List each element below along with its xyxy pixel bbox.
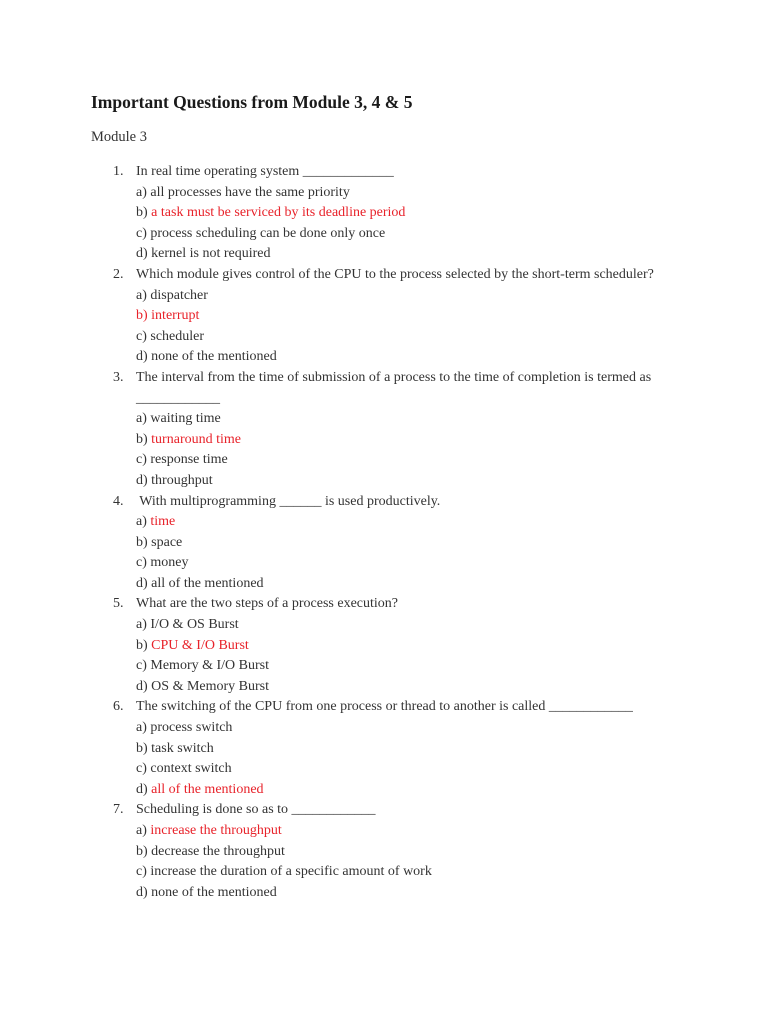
option-c <box>136 224 768 245</box>
option-letter: d) <box>136 472 148 488</box>
option-text: waiting time <box>150 411 221 427</box>
option-letter: a) <box>136 514 147 530</box>
option-letter: b) <box>136 205 148 221</box>
option-text: I/O & OS Burst <box>150 617 239 633</box>
option-b <box>136 533 768 554</box>
question-text: In real time operating system _____________ <box>136 164 394 179</box>
option-c <box>136 656 768 677</box>
option-letter: a) <box>136 617 147 633</box>
question-number: 4. <box>113 493 124 509</box>
option-a <box>136 183 768 204</box>
option-b <box>136 842 768 863</box>
option-text: response time <box>150 452 228 468</box>
option-b <box>136 636 768 657</box>
option-a <box>136 718 768 739</box>
option-text: context switch <box>150 761 232 777</box>
question-item <box>0 492 768 595</box>
question-number: 7. <box>113 802 124 818</box>
option-text: kernel is not required <box>151 246 271 262</box>
option-letter: b) <box>136 637 148 653</box>
option-letter: b) <box>136 740 148 756</box>
option-text: none of the mentioned <box>151 349 277 365</box>
question-text: Scheduling is done so as to ____________ <box>136 802 376 818</box>
option-letter: a) <box>136 720 147 736</box>
question-number: 2. <box>113 266 124 282</box>
correct-answer-text: interrupt <box>151 308 200 324</box>
correct-answer-text: CPU & I/O Burst <box>151 637 249 653</box>
option-letter: a) <box>136 184 147 200</box>
option-letter: c) <box>136 225 147 241</box>
option-text: OS & Memory Burst <box>151 678 270 694</box>
question-item <box>0 162 768 265</box>
option-letter: c) <box>136 555 147 571</box>
option-letter: c) <box>136 328 147 344</box>
option-letter: b) <box>136 431 148 447</box>
option-letter: d) <box>136 575 148 591</box>
option-text: all processes have the same priority <box>150 184 350 200</box>
correct-answer-text: a task must be serviced by its deadline period <box>151 205 406 221</box>
option-d <box>136 780 768 801</box>
option-a <box>136 615 768 636</box>
option-letter: c) <box>136 658 147 674</box>
question-text: The interval from the time of submission of a process to the time of completion is termed as ____________ <box>136 369 652 406</box>
option-a <box>136 409 768 430</box>
option-c <box>136 862 768 883</box>
question-text: The switching of the CPU from one process or thread to another is called ____________ <box>136 699 633 715</box>
option-text: decrease the throughput <box>151 843 285 859</box>
option-d <box>136 883 768 904</box>
option-text: process scheduling can be done only once <box>150 225 386 241</box>
option-b <box>136 739 768 760</box>
option-b <box>136 430 768 451</box>
question-number: 1. <box>113 164 124 179</box>
option-letter: a) <box>136 411 147 427</box>
option-letter: a) <box>136 287 147 303</box>
question-number: 5. <box>113 596 124 612</box>
correct-answer-text: increase the throughput <box>150 823 282 838</box>
question-item <box>0 368 768 492</box>
module-heading: Module 3 <box>91 129 147 145</box>
option-letter: c) <box>136 761 147 777</box>
option-a <box>136 821 768 842</box>
option-text: Memory & I/O Burst <box>150 658 269 674</box>
option-text: space <box>151 534 183 550</box>
question-item <box>0 594 768 697</box>
option-letter: d) <box>136 349 148 365</box>
option-c <box>136 553 768 574</box>
correct-answer-text: turnaround time <box>151 431 241 447</box>
option-letter: d) <box>136 246 148 262</box>
question-number: 3. <box>113 369 124 385</box>
question-text: Which module gives control of the CPU to the process selected by the short-term scheduler? <box>136 266 654 282</box>
option-c <box>136 450 768 471</box>
correct-answer-text: all of the mentioned <box>151 781 264 797</box>
option-letter: c) <box>136 864 147 880</box>
option-text: throughput <box>151 472 213 488</box>
option-text: all of the mentioned <box>151 575 264 591</box>
option-text: none of the mentioned <box>151 884 277 900</box>
option-text: task switch <box>151 740 214 756</box>
option-letter: d) <box>136 781 148 797</box>
question-list <box>0 162 768 903</box>
question-item <box>0 800 768 903</box>
option-letter: c) <box>136 452 147 468</box>
question-number: 6. <box>113 699 124 715</box>
option-d <box>136 471 768 492</box>
option-letter: d) <box>136 884 148 900</box>
option-text: scheduler <box>150 328 205 344</box>
option-text: process switch <box>150 720 233 736</box>
option-d <box>136 347 768 368</box>
question-text: With multiprogramming ______ is used productively. <box>136 493 441 509</box>
option-letter: b) <box>136 534 148 550</box>
option-letter: b) <box>136 843 148 859</box>
option-d <box>136 244 768 265</box>
question-text: What are the two steps of a process execution? <box>136 596 399 612</box>
document-title: Important Questions from Module 3, 4 & 5 <box>91 92 413 112</box>
option-a <box>136 286 768 307</box>
option-text: money <box>150 555 189 571</box>
question-item <box>0 697 768 800</box>
option-b <box>136 306 768 327</box>
option-text: increase the duration of a specific amount of work <box>150 864 432 880</box>
option-letter: b) <box>136 308 148 324</box>
option-letter: d) <box>136 678 148 694</box>
question-item <box>0 265 768 368</box>
correct-answer-text: time <box>150 514 176 530</box>
option-letter: a) <box>136 823 147 838</box>
option-d <box>136 677 768 698</box>
option-c <box>136 759 768 780</box>
option-text: dispatcher <box>150 287 208 303</box>
option-d <box>136 574 768 595</box>
option-b <box>136 203 768 224</box>
option-a <box>136 512 768 533</box>
option-c <box>136 327 768 348</box>
